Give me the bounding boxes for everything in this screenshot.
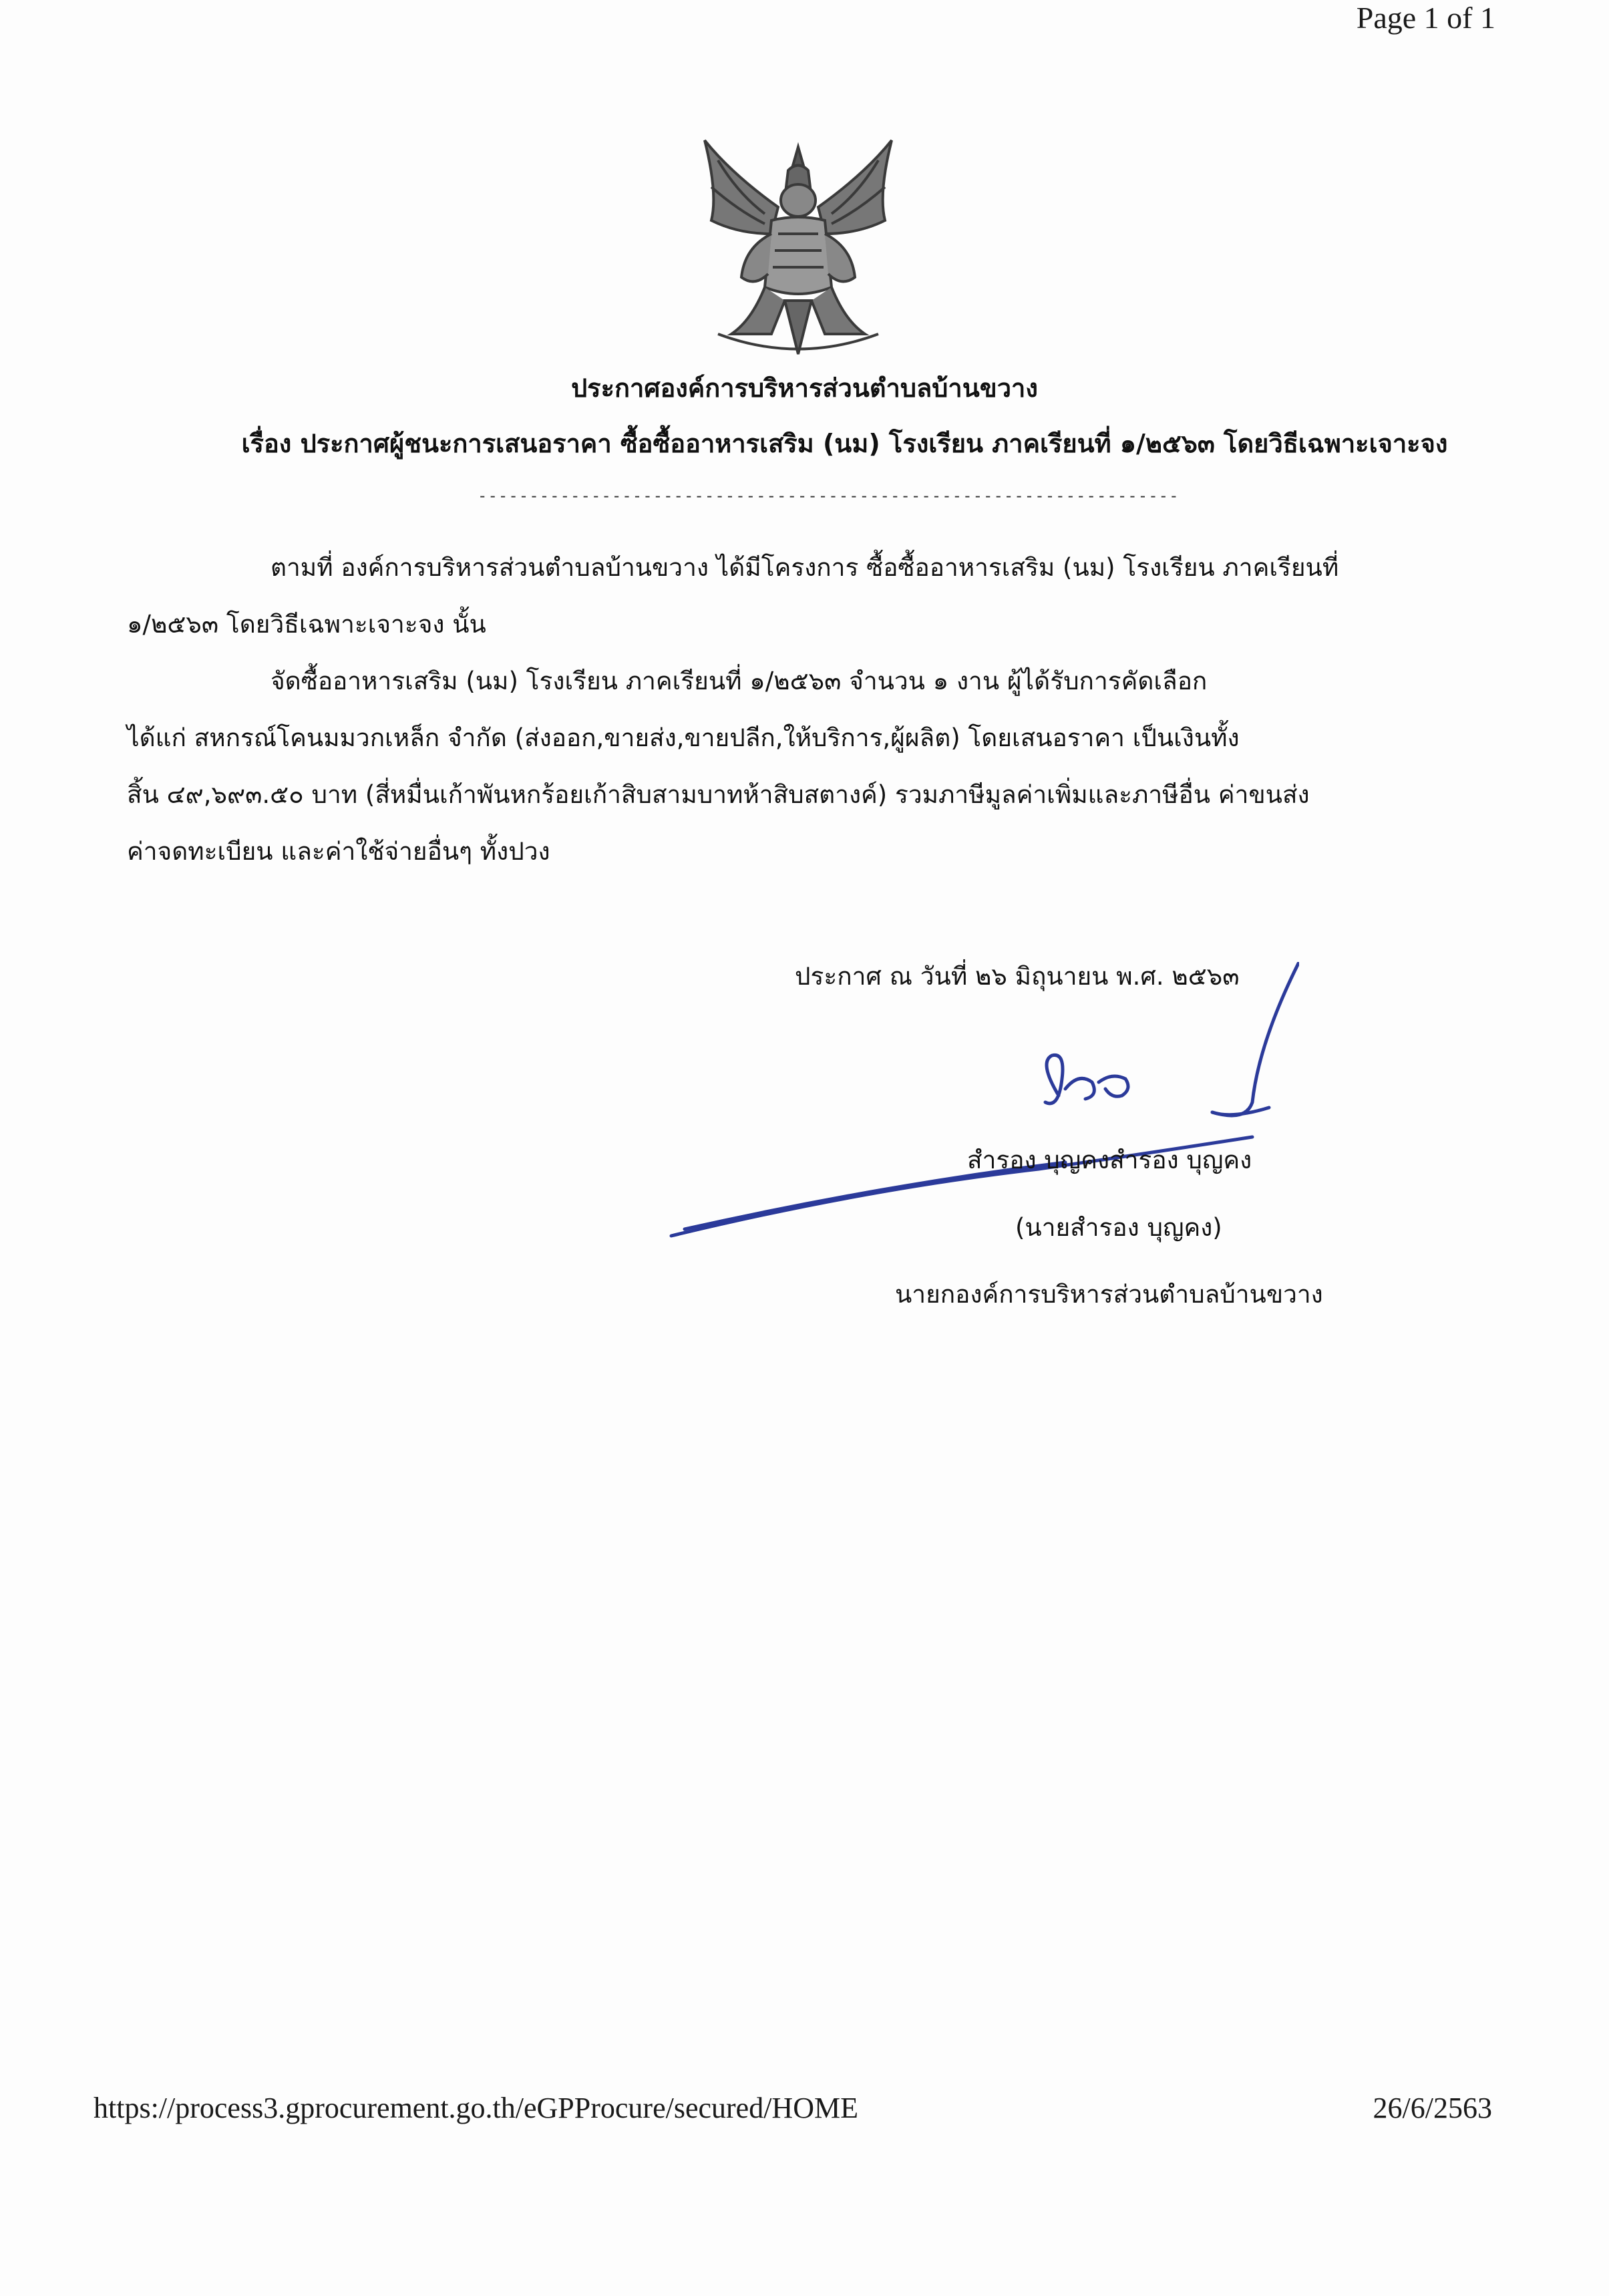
body-paragraph-line: ได้แก่ สหกรณ์โคนมมวกเหล็ก จำกัด (ส่งออก,ขายส่ง,ขายปลีก,ให้บริการ,ผู้ผลิต) โดยเสนอราคา เป็นเงินทั้ง (127, 723, 1240, 752)
body-paragraph-line: ตามที่ องค์การบริหารส่วนตำบลบ้านขวาง ได้มีโครงการ ซื้อซื้ออาหารเสริม (นม) โรงเรียน ภาคเรียนที่ (271, 553, 1339, 582)
footer-url: https://process3.gprocurement.go.th/eGPProcure/secured/HOME (94, 2092, 858, 2124)
page-number-label: Page 1 of 1 (1356, 1, 1495, 35)
document-subject: เรื่อง ประกาศผู้ชนะการเสนอราคา ซื้อซื้ออาหารเสริม (นม) โรงเรียน ภาคเรียนที่ ๑/๒๕๖๓ โดยวิธีเฉพาะเจาะจง (241, 429, 1448, 458)
signer-name: สำรอง บุญคงสำรอง บุญคง (967, 1146, 1252, 1174)
title-separator: -------------------------------------------------------------------- (478, 486, 1180, 505)
announcement-date: ประกาศ ณ วันที่ ๒๖ มิถุนายน พ.ศ. ๒๕๖๓ (795, 962, 1240, 991)
document-title: ประกาศองค์การบริหารส่วนตำบลบ้านขวาง (571, 373, 1038, 403)
signer-name-parenthetical: (นายสำรอง บุญคง) (1015, 1213, 1222, 1242)
body-paragraph-line: สิ้น ๔๙,๖๙๓.๕๐ บาท (สี่หมื่นเก้าพันหกร้อยเก้าสิบสามบาทห้าสิบสตางค์) รวมภาษีมูลค่าเพิ่มและภาษีอื่น ค่าขนส่ง (127, 780, 1310, 809)
body-paragraph-line: จัดซื้ออาหารเสริม (นม) โรงเรียน ภาคเรียนที่ ๑/๒๕๖๓ จำนวน ๑ งาน ผู้ได้รับการคัดเลือก (271, 667, 1208, 695)
garuda-emblem-icon (691, 134, 905, 367)
body-paragraph-line: ๑/๒๕๖๓ โดยวิธีเฉพาะเจาะจง นั้น (127, 610, 486, 639)
footer-date: 26/6/2563 (1373, 2092, 1492, 2124)
body-paragraph-line: ค่าจดทะเบียน และค่าใช้จ่ายอื่นๆ ทั้งปวง (127, 837, 550, 866)
signer-position: นายกองค์การบริหารส่วนตำบลบ้านขวาง (895, 1280, 1323, 1309)
